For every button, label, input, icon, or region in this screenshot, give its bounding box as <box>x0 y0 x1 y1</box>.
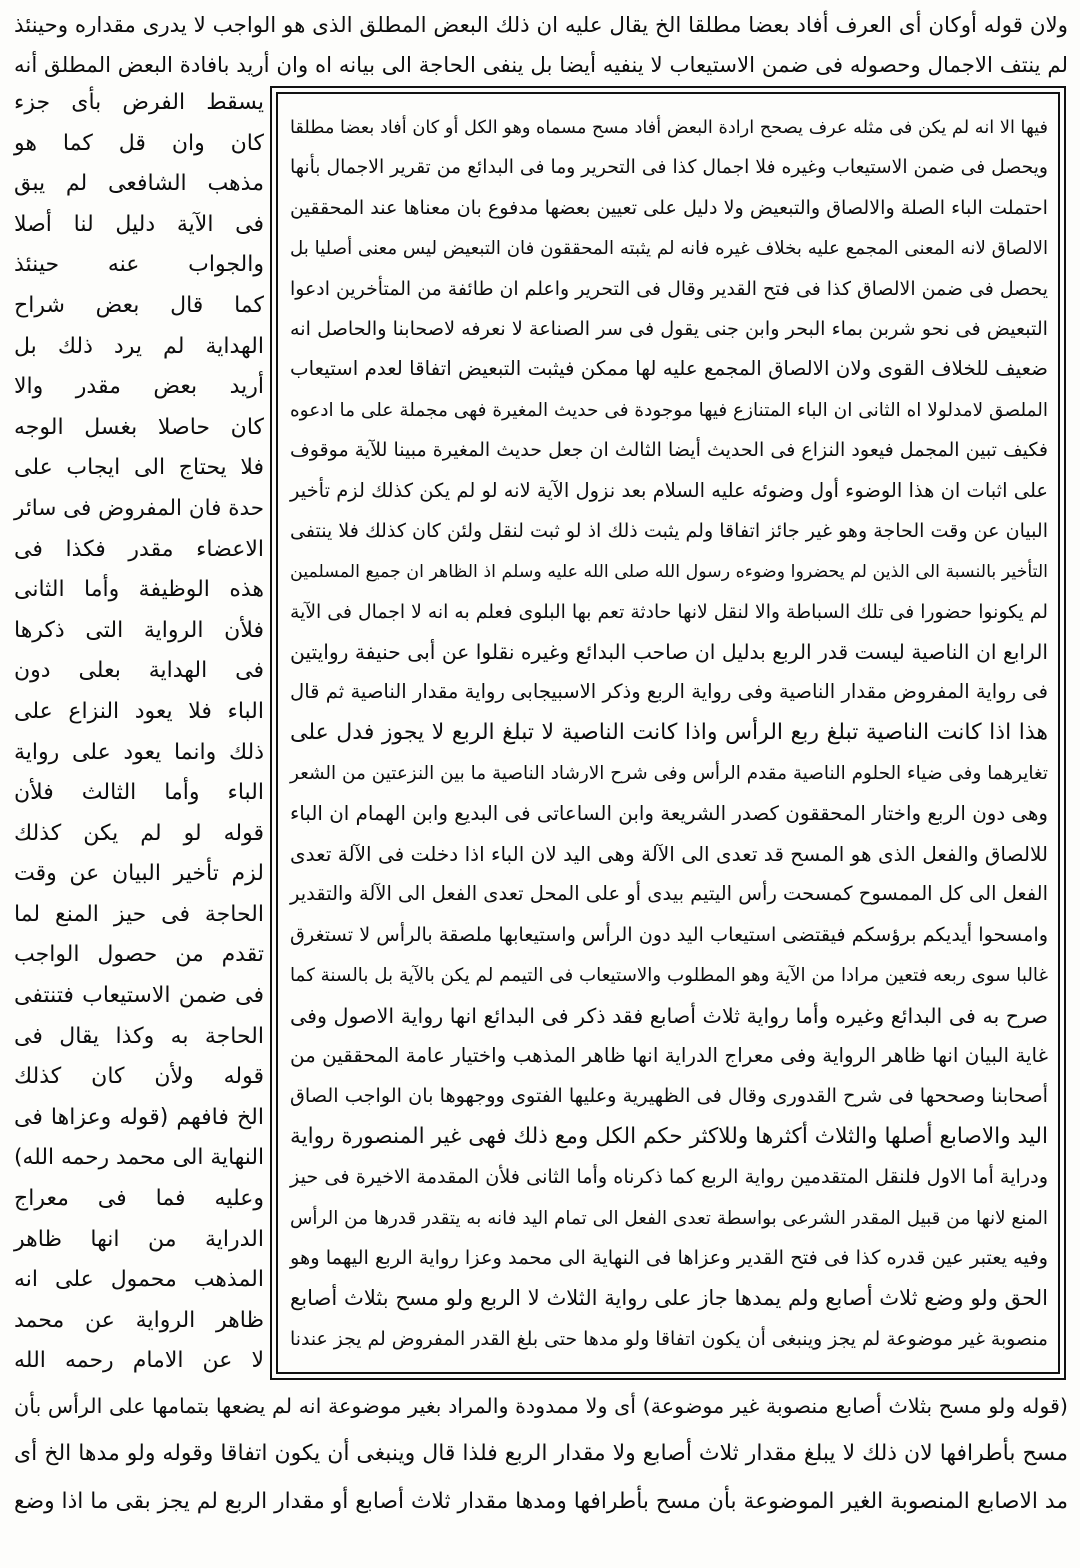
box-line <box>288 551 1048 591</box>
line-text: الاعضاء مقدر فكذا فى <box>14 536 264 562</box>
margin-line <box>12 1341 264 1382</box>
margin-line <box>12 205 264 246</box>
line-text: فى الهداية بعلى دون <box>14 658 264 684</box>
box-line <box>288 269 1048 309</box>
line-text: مذهب الشافعى لم يبق <box>14 171 264 197</box>
box-line <box>288 390 1048 430</box>
box-line <box>288 430 1048 470</box>
line-text: صرح به فى البدائع وغيره وأما رواية ثلاث أصابع فقد ذكر فى البدائع انها رواية الاصول وفى <box>290 1003 1048 1028</box>
line-text: فلأن الرواية التى ذكرها <box>14 617 264 643</box>
line-text: أصحابنا وصححها فى شرح القدورى وقال فى الظهيرية وعليها الفتوى ووجهوها بان الواجب الصاق <box>290 1084 1048 1108</box>
line-text: كان وان قل كما هو <box>14 130 264 156</box>
box-line <box>288 1278 1048 1318</box>
margin-line <box>12 367 264 408</box>
box-line <box>288 1238 1048 1278</box>
box-line <box>288 955 1048 995</box>
line-text: الرابع ان الناصية ليست قدر الربع بدليل ان صاحب البدائع وغيره نقلوا عن أبى حنيفة روايتين <box>290 640 1048 665</box>
line-text: يحصل فى ضمن الالصاق كذا فى فتح القدير وقال فى التحرير واعلم ان طائفة من المتأخرين ادعوا <box>290 277 1048 300</box>
box-line <box>288 834 1048 874</box>
line-text: الفعل الى كل الممسوح كمسحت رأس اليتيم بيدى أو على المحل تعدى الفعل الى الآلة والتقدير <box>290 882 1048 906</box>
line-text: المذهب محمول على انه <box>14 1267 264 1293</box>
margin-line <box>12 935 264 976</box>
box-line <box>288 713 1048 753</box>
box-line <box>288 632 1048 672</box>
box-line <box>288 1036 1048 1076</box>
line-text: الحاجة فى حيز المنع لما <box>14 901 264 927</box>
line-text: الباء فلا يعود النزاع على <box>14 698 264 724</box>
line-text: قوله لو لم يكن كذلك <box>14 820 264 846</box>
margin-line <box>12 1138 264 1179</box>
line-text: كما قال بعض شراح <box>14 292 264 318</box>
line-text: ويحصل فى ضمن الاستيعاب وغيره فلا اجمال كذا فى التحرير وما فى البدائع من تقرير الاجمال بأنها <box>290 157 1048 179</box>
box-line <box>288 188 1048 228</box>
line-text: وامسحوا أيديكم برؤسكم فيقتضى استيعاب اليد دون الرأس واستيعابها ملصقة بالرأس لا تستغرق <box>290 922 1048 946</box>
margin-line <box>12 814 264 855</box>
box-line <box>288 794 1048 834</box>
margin-line <box>12 124 264 165</box>
line-text: الدراية من انها ظاهر <box>14 1226 264 1252</box>
margin-line <box>12 1220 264 1261</box>
line-text: غالبا سوى ربعه فتعين مرادا من الآية وهو المطلوب والاستيعاب فى التيمم لم يكن بالآية بل بالسنة كما <box>290 965 1048 987</box>
line-text: ظاهر الرواية عن محمد <box>14 1307 264 1333</box>
margin-line <box>12 651 264 692</box>
margin-line <box>12 1301 264 1342</box>
line-text: على اثبات ان هذا الوضوء أول وضوئه عليه السلام بعد نزول الآية لانه لو لم يكن كذلك لزم تأخير <box>290 478 1048 502</box>
line-text: المنع لانها من قبيل المقدر الشرعى بواسطة تعدى الفعل الى تمام اليد فانه به يتقدر قدرها من الرأس <box>290 1207 1048 1229</box>
box-line <box>288 309 1048 349</box>
line-text: وهى دون الربع واختار المحققون كصدر الشريعة وابن الساعاتى فى البديع وابن الهمام ان الباء <box>290 801 1048 825</box>
footer-line <box>12 1382 1068 1430</box>
line-text: أريد بعض مقدر والا <box>14 374 264 400</box>
line-text: لزم تأخير البيان عن وقت <box>14 861 264 887</box>
footer-commentary <box>12 1382 1068 1526</box>
line-text: البيان عن وقت الحاجة وهو غير جائز اتفاقا ولم يثبت ذلك اذ لو ثبت لنقل ولئن كان كذلك فلا ينتفى <box>290 519 1048 542</box>
margin-line <box>12 692 264 733</box>
line-text: فى الآية دليل لنا أصلا <box>14 211 264 237</box>
box-line <box>288 228 1048 268</box>
line-text: هذه الوظيفة وأما الثانى <box>14 577 264 603</box>
line-text: حدة فان المفروض فى سائر <box>14 495 264 521</box>
margin-line <box>12 489 264 530</box>
line-text: الالصاق لانه المعنى المجمع عليه بخلاف غيره فانه لم يثبته المحققون فان التبعيض ليس معنى أصليا بل <box>290 238 1048 260</box>
line-text: لا عن الامام رحمه الله <box>14 1348 264 1374</box>
line-text: فلا يحتاج الى ايجاب على <box>14 455 264 481</box>
line-text: فى ضمن الاستيعاب فتنتفى <box>14 983 264 1009</box>
line-text: للالصاق والفعل الذى هو المسح قد تعدى الى الآلة وهى اليد لان الباء اذا دخلت فى الآلة تعدى <box>290 842 1048 867</box>
box-line <box>288 672 1048 712</box>
margin-line <box>12 164 264 205</box>
line-text: تغايرهما وفى ضياء الحلوم الناصية مقدم الرأس وفى شرح الارشاد الناصية ما بين النزعتين من الشعر <box>290 763 1048 785</box>
box-line <box>288 592 1048 632</box>
margin-line <box>12 408 264 449</box>
line-text: (قوله ولو مسح بثلاث أصابع منصوبة غير موضوعة) أى ولا ممدودة والمراد بغير موضوعة انه لم يضعها بتمامها على الرأس بأن <box>14 1394 1068 1418</box>
line-text: ذلك وانما يعود على رواية <box>14 739 264 765</box>
line-text: الباء وأما الثالث فلأن <box>14 780 264 806</box>
margin-line <box>12 286 264 327</box>
margin-line <box>12 1057 264 1098</box>
margin-line <box>12 327 264 368</box>
box-line <box>288 996 1048 1036</box>
line-text: الحاجة به وكذا يقال فى <box>14 1023 264 1049</box>
line-text: يسقط الفرض بأى جزء <box>14 90 264 115</box>
main-text-frame <box>276 92 1060 1374</box>
line-text: لم يكونوا حضورا فى تلك السباطة والا لنقل لانها حادثة تعم بها البلوى فعلم به انه لا اجمال فى الآية <box>290 601 1048 623</box>
box-line <box>288 915 1048 955</box>
margin-line <box>12 976 264 1017</box>
line-text: فى رواية المفروض مقدار الناصية وفى رواية الربع وذكر الاسبيجابى رواية مقدار الناصية ثم قال <box>290 680 1048 704</box>
line-text: النهاية الى محمد رحمه الله) <box>14 1145 264 1171</box>
footer-line <box>12 1430 1068 1478</box>
line-text: وعليه فما فى معراج <box>14 1186 264 1212</box>
line-text: الحق ولو وضع ثلاث أصابع ولم يمدها جاز على رواية الثلاث لا الربع ولو مسح بثلاث أصابع <box>290 1285 1048 1311</box>
margin-line <box>12 1017 264 1058</box>
line-text: احتملت الباء الصلة والالصاق والتبعيض ولا دليل على تعيين بعضها مدفوع بان معناها عند المحققين <box>290 195 1048 219</box>
line-text: ضعيف للخلاف القوى ولان الالصاق المجمع عليه لها ممكن فيثبت التبعيض اتفاقا لعدم استيعاب <box>290 357 1048 381</box>
margin-line <box>12 570 264 611</box>
line-text: كان حاصلا بغسل الوجه <box>14 414 264 440</box>
line-text: فكيف تبين المجمل فيعود النزاع فى الحديث أيضا الثالث ان جعل حديث المغيرة مبينا للآية موقوف <box>290 439 1048 462</box>
margin-line <box>12 245 264 286</box>
box-line <box>288 1198 1048 1238</box>
line-text: لم ينتف الاجمال وحصوله فى ضمن الاستيعاب لا ينفيه أيضا بل ينفى الحاجة الى بيانه اه وان أريد بافادة البعض المطلق أنه <box>14 53 1068 78</box>
header-commentary <box>12 6 1068 86</box>
main-text-box <box>270 86 1066 1380</box>
box-line <box>288 753 1048 793</box>
margin-line <box>12 611 264 652</box>
line-text: فيها الا انه لم يكن فى مثله عرف يصحح ارادة البعض أفاد مسح مسماه وهو الكل أو كان أفاد بعضا مطلقا <box>290 118 1048 138</box>
margin-line <box>12 733 264 774</box>
box-line <box>288 107 1048 147</box>
box-line <box>288 147 1048 187</box>
box-line <box>288 874 1048 914</box>
line-text: مد الاصابع المنصوبة الغير الموضوعة بأن مسح بأطرافها ومدها مقدار ثلاث أصابع أو مقدار الربع لم يجز بقى ما اذا وضع <box>14 1489 1068 1514</box>
line-text: الخ فافهم (قوله وعزاها فى <box>14 1104 264 1130</box>
line-text: اليد والاصابع أصلها والثلاث أكثرها وللاكثر حكم الكل ومع ذلك فهى غير المنصورة رواية <box>290 1123 1048 1149</box>
margin-line <box>12 1098 264 1139</box>
header-line <box>12 6 1068 46</box>
line-text: الملصق لامدلولا اه الثانى ان الباء المتنازع فيها موجودة فى حديث المغيرة فهى مجملة على ما ادعوه <box>290 399 1048 421</box>
footer-line <box>12 1478 1068 1526</box>
margin-line <box>12 1260 264 1301</box>
margin-line <box>12 895 264 936</box>
line-text: غاية البيان انها ظاهر الرواية وفى معراج الدراية انها ظاهر المذهب واختيار عامة المحققين من <box>290 1043 1048 1067</box>
line-text: التبعيض فى نحو شربن بماء البحر وابن جنى يقول فى سر الصناعة لا نعرفه لاصحابنا والحاصل انه <box>290 316 1048 340</box>
line-text: قوله ولأن كان كذلك <box>14 1064 264 1090</box>
box-line <box>288 1157 1048 1197</box>
line-text: تقدم من حصول الواجب <box>14 942 264 968</box>
margin-line <box>12 1179 264 1220</box>
box-line <box>288 349 1048 389</box>
margin-line <box>12 83 264 124</box>
box-line <box>288 1076 1048 1116</box>
margin-line <box>12 448 264 489</box>
margin-line <box>12 773 264 814</box>
line-text: هذا اذا كانت الناصية تبلغ ربع الرأس واذا كانت الناصية لا تبلغ الربع لا يجوز فدل على <box>290 719 1048 745</box>
box-line <box>288 1319 1048 1359</box>
margin-commentary <box>12 83 264 1382</box>
line-text: ولان قوله أوكان أى العرف أفاد بعضا مطلقا الخ يقال عليه ان ذلك البعض المطلق الذى هو الواجب لا يدرى مقداره وحينئذ <box>14 13 1068 38</box>
line-text: وفيه يعتبر عين قدره كذا فى فتح القدير وعزاها فى النهاية الى محمد وعزا رواية الربع اليهما وهو <box>290 1245 1048 1269</box>
header-line <box>12 46 1068 86</box>
line-text: التأخير بالنسبة الى الذين لم يحضروا وضوءه رسول الله صلى الله عليه وسلم اذ الظاهر ان جميع المسلمين <box>290 562 1048 583</box>
margin-line <box>12 530 264 571</box>
line-text: ودراية أما الاول فلنقل المتقدمين رواية الربع كما ذكرناه وأما الثانى فلأن المقدمة الاخيرة فى حيز <box>290 1165 1048 1189</box>
line-text: والجواب عنه حينئذ <box>14 252 264 278</box>
margin-line <box>12 854 264 895</box>
box-line <box>288 1117 1048 1157</box>
line-text: الهداية لم يرد ذلك بل <box>14 333 264 359</box>
box-line <box>288 511 1048 551</box>
line-text: مسح بأطرافها لان ذلك لا يبلغ مقدار ثلاث أصابع ولا مقدار الربع فلذا قال وينبغى أن يكون اتفاقا وقوله ولو مدها الخ أى <box>14 1441 1068 1466</box>
box-line <box>288 471 1048 511</box>
line-text: منصوبة غير موضوعة لم يجز وينبغى أن يكون اتفاقا ولو مدها حتى بلغ القدر المفروض لم يجز عندنا <box>290 1328 1048 1350</box>
